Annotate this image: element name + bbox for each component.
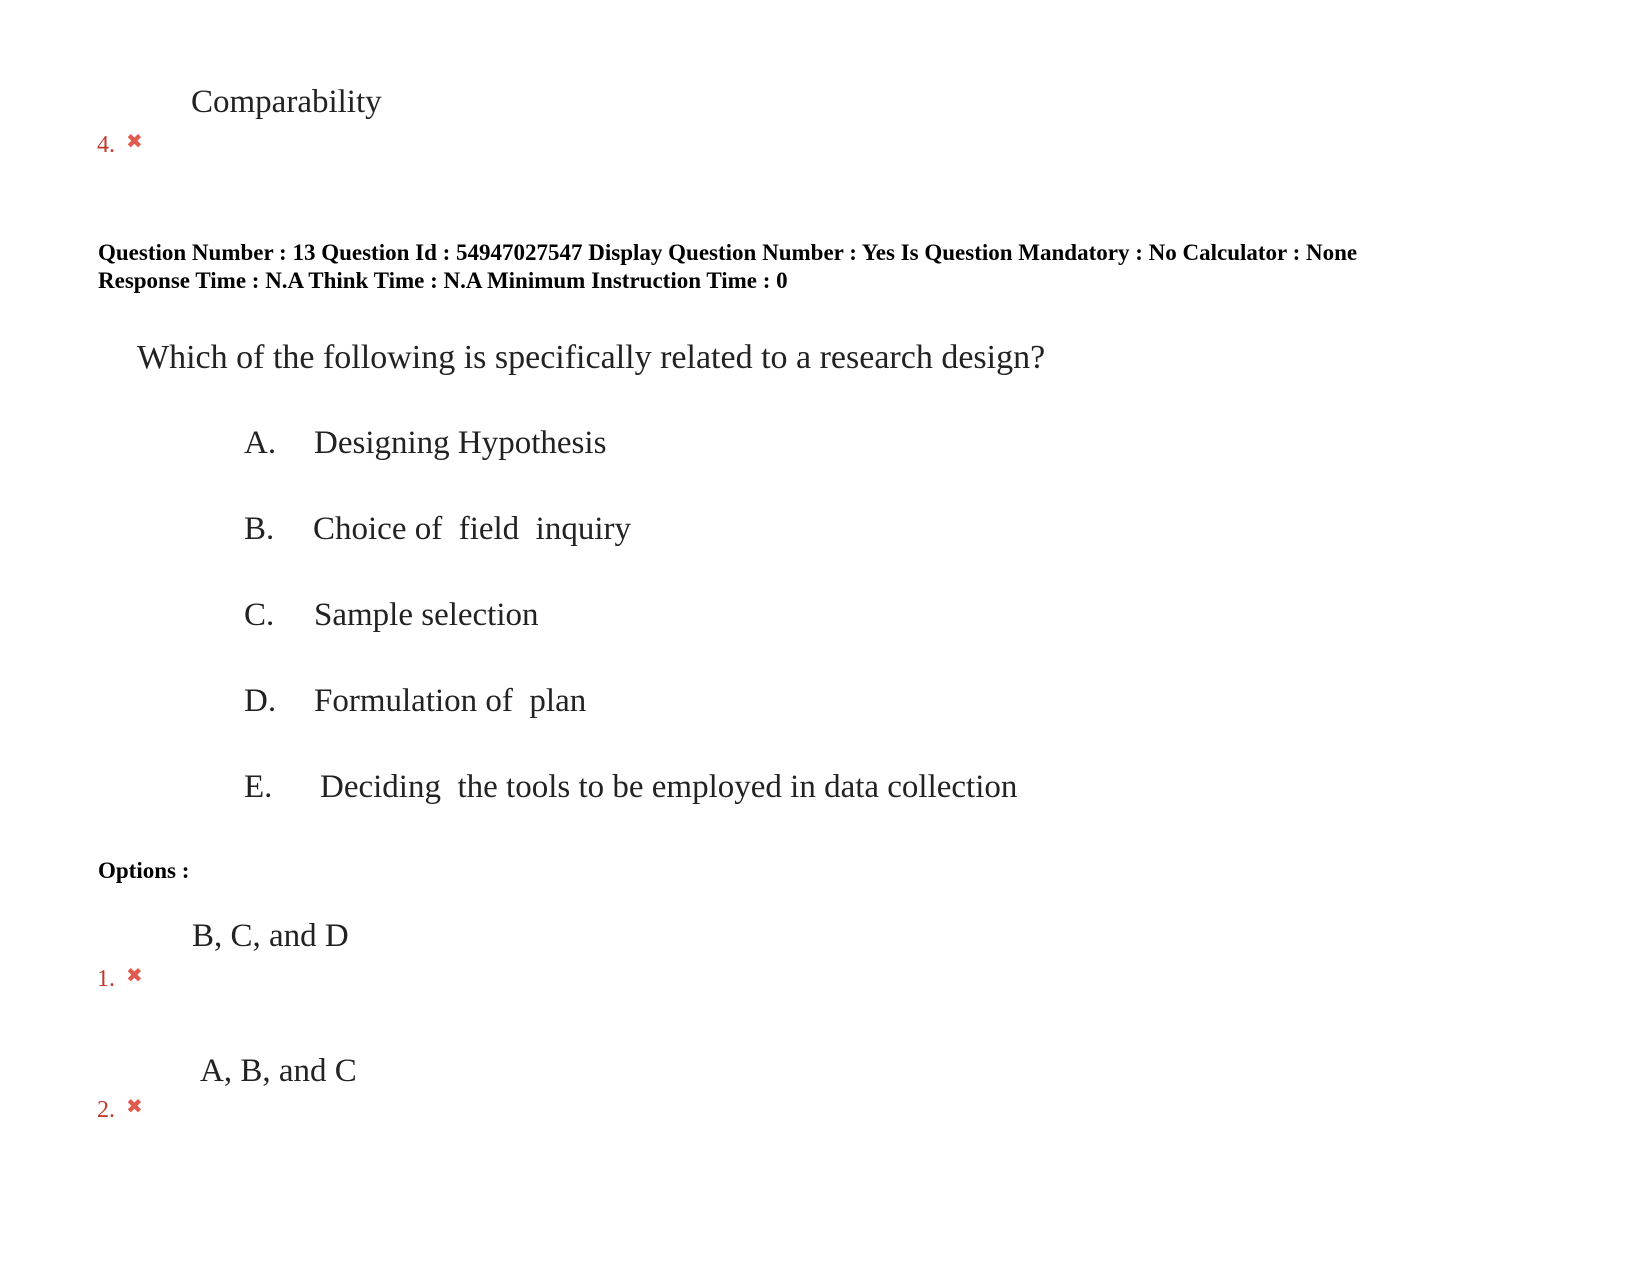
cross-icon: ✖ xyxy=(126,963,143,987)
statement-letter: A. xyxy=(244,425,277,461)
statement-letter: D. xyxy=(244,683,277,719)
question-text: Which of the following is specifically related to a research design? xyxy=(137,339,1046,376)
previous-option-4-text: Comparability xyxy=(191,84,382,120)
option-2-text: A, B, and C xyxy=(200,1053,357,1089)
question-meta-line2: Response Time : N.A Think Time : N.A Minimum Instruction Time : 0 xyxy=(98,268,788,293)
cross-icon: ✖ xyxy=(126,1094,143,1118)
option-2-number: 2. xyxy=(97,1097,115,1123)
question-meta-line1: Question Number : 13 Question Id : 54947027547 Display Question Number : Yes Is Question Mandatory : No Calculator : None xyxy=(98,240,1358,265)
statement-text: Formulation of plan xyxy=(314,683,587,719)
statement-letter: E. xyxy=(244,769,273,805)
statement-letter: C. xyxy=(244,597,275,633)
option-1-text: B, C, and D xyxy=(192,918,349,954)
statement-text: Choice of field inquiry xyxy=(313,511,632,547)
options-label: Options : xyxy=(98,858,190,883)
previous-option-4-number: 4. xyxy=(97,132,115,158)
statement-text: Sample selection xyxy=(314,597,539,633)
statement-text: Deciding the tools to be employed in data collection xyxy=(320,769,1018,805)
statement-letter: B. xyxy=(244,511,275,547)
option-1-number: 1. xyxy=(97,966,115,992)
statement-text: Designing Hypothesis xyxy=(314,425,607,461)
cross-icon: ✖ xyxy=(126,129,143,153)
